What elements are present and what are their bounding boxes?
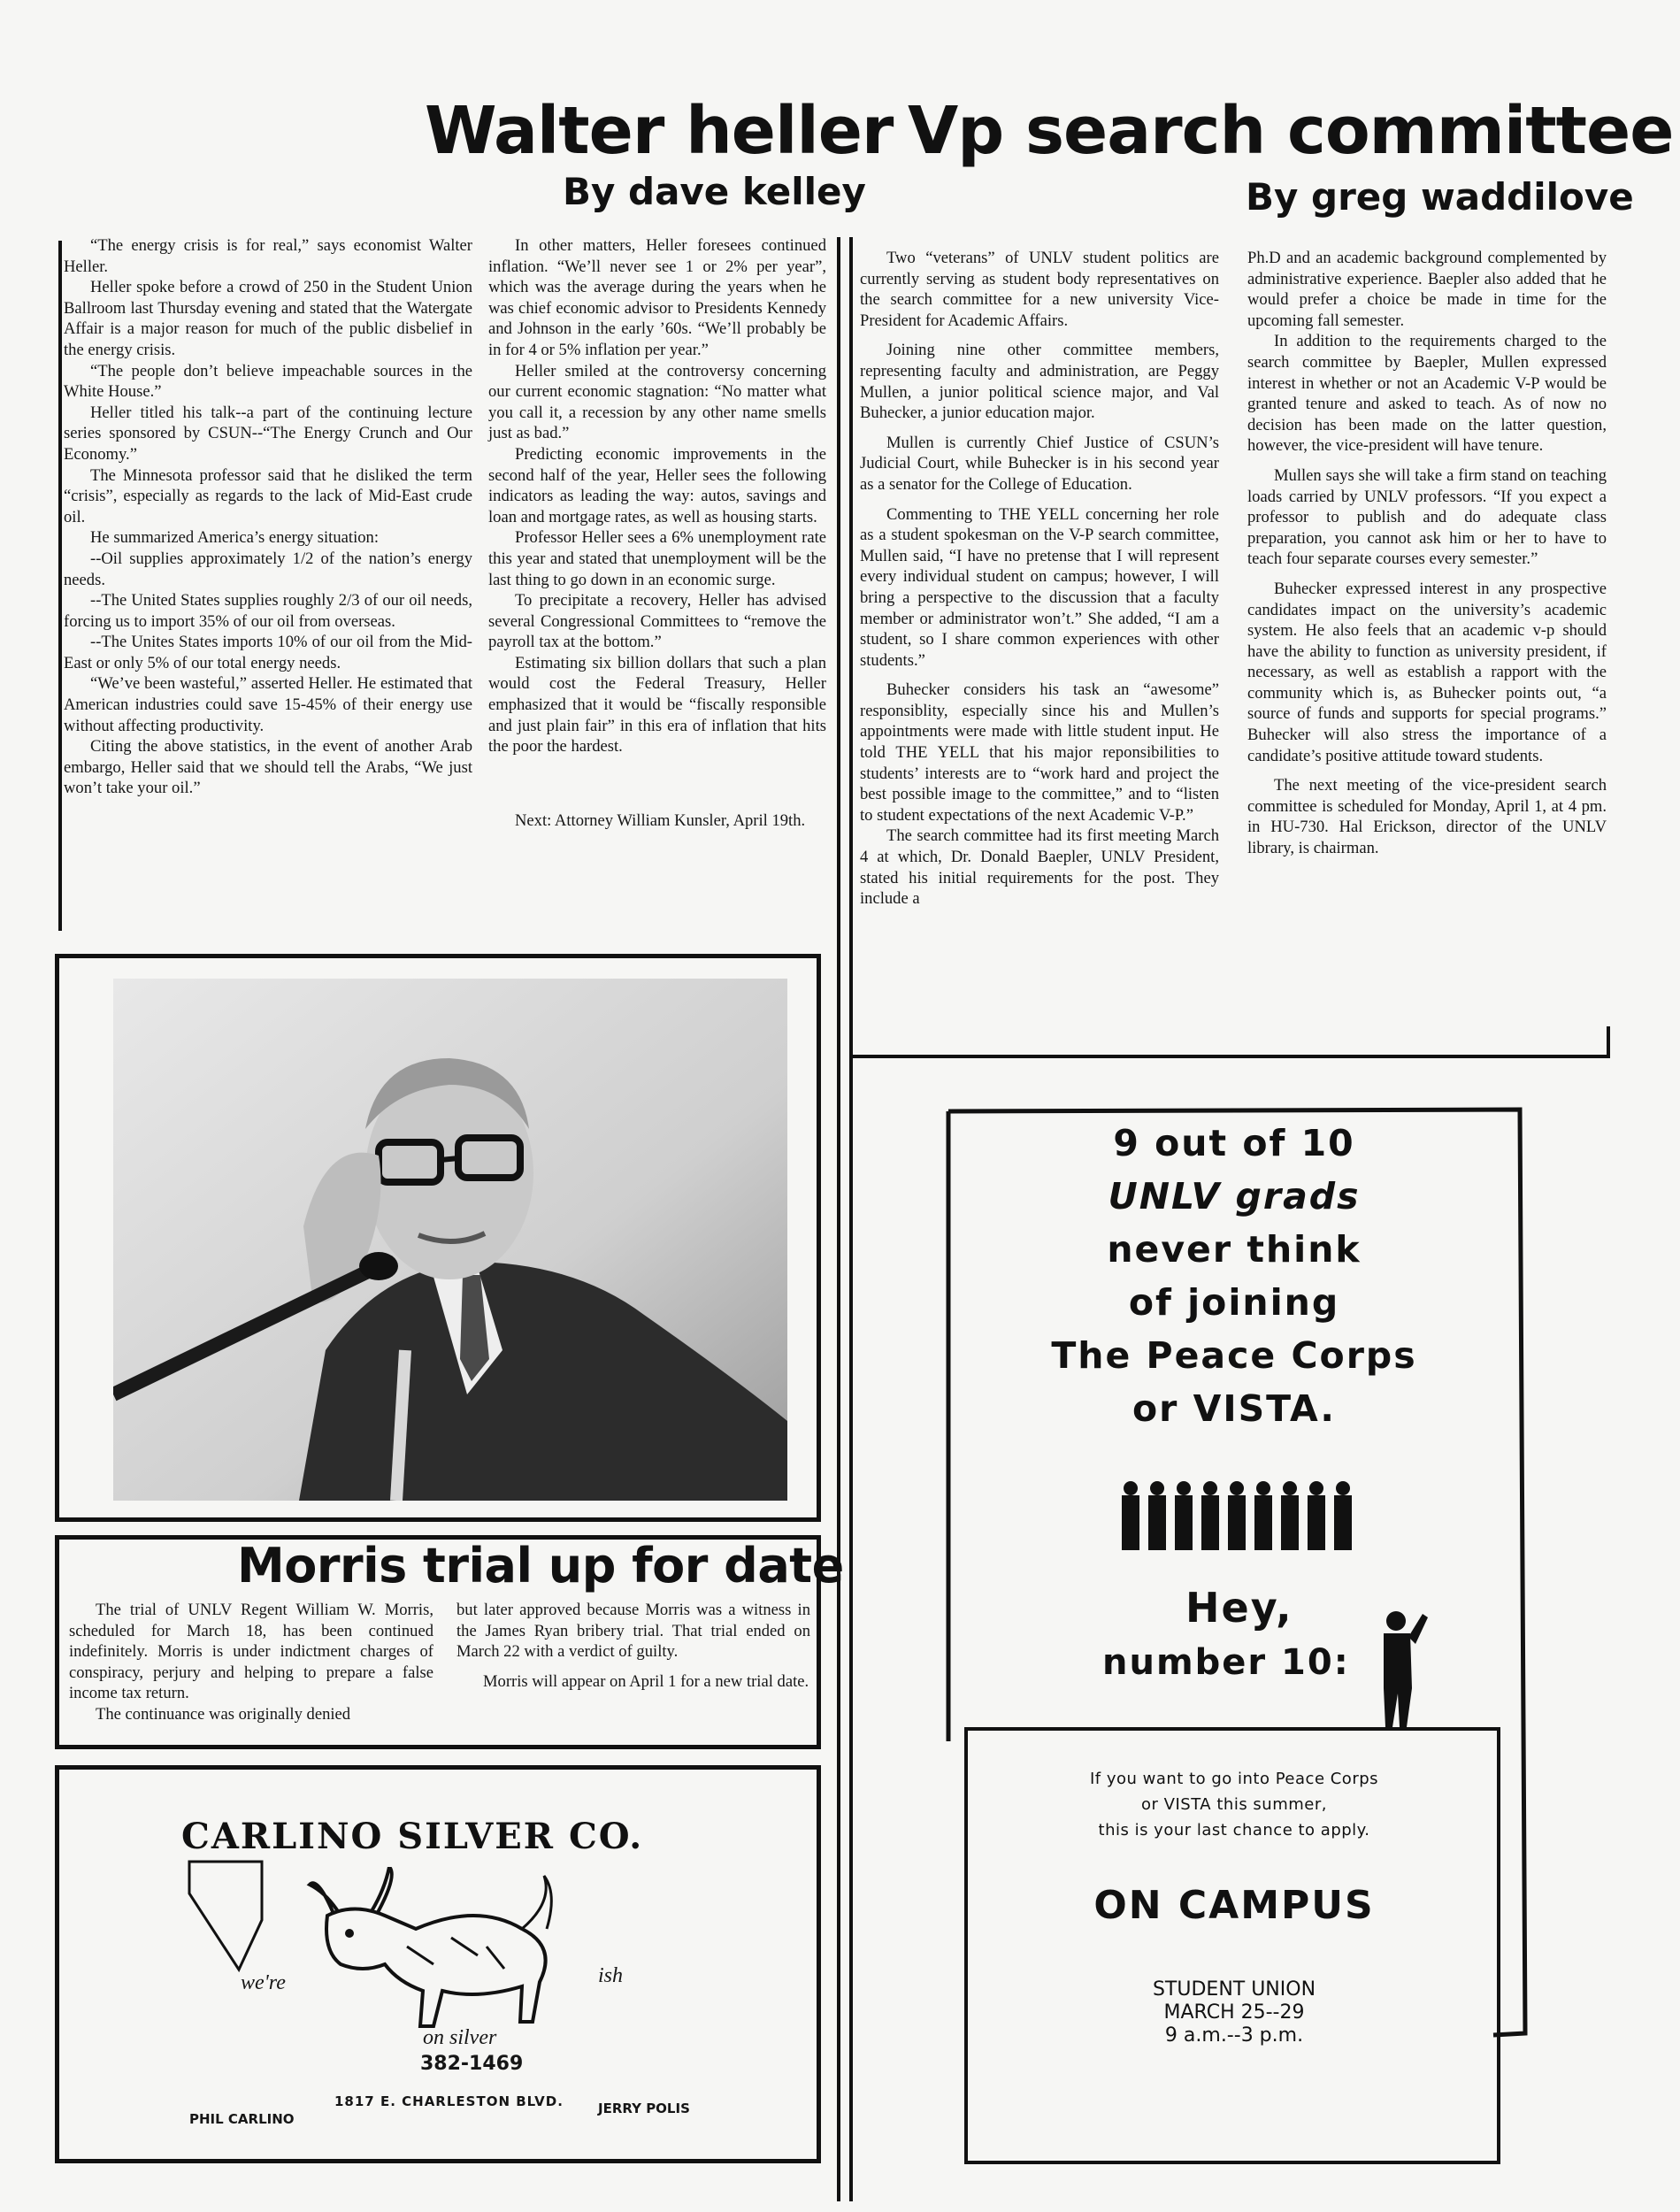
paragraph: The search committee had its first meeting March 4 at which, Dr. Donald Baepler, UNLV President, stated his initial requirements for the post. They include a	[860, 826, 1219, 909]
nevada-outline-icon	[186, 1858, 265, 1973]
apply-line: this is your last chance to apply.	[1098, 1821, 1370, 1839]
paragraph: Estimating six billion dollars that such a plan would cost the Federal Treasury, Heller emphasized that it would be “fiscally responsible and just plain fair” in this era of inflation that hits the poor the hardest.	[488, 653, 826, 757]
paragraph: Joining nine other committee members, representing faculty and administration, are Peggy Mullen, a junior political science major, and Val Buhecker, a junior education major.	[860, 341, 1219, 423]
paragraph: Commenting to THE YELL concerning her role as a student spokesman on the V-P search committee, Mullen said, “I have no pretense that I will represent every individual student on campus; however, I will bring a perspective to the discussion that a faculty member or administrator won’t.” She added, “I am a student, so I share common experiences with other students.”	[860, 504, 1219, 670]
paragraph: Citing the above statistics, in the event of another Arab embargo, Heller said that we should tell the Arabs, “We just won’t take your oil.”	[64, 737, 472, 798]
vp-column-2	[1247, 248, 1607, 859]
paragraph: --The Unites States imports 10% of our oil from the Mid-East or only 5% of our total energy needs.	[64, 633, 472, 672]
paragraph: “We’ve been wasteful,” asserted Heller. He estimated that American industries could save 15-45% of their energy use without affecting productivity.	[64, 674, 472, 735]
paragraph: Mullen says she will take a firm stand on teaching loads carried by UNLV professors. “If you expect a professor to publish and do adequate class preparation, you cannot ask him or her to have to teach four separate courses every semester.”	[1247, 465, 1607, 569]
paragraph: Heller titled his talk--a part of the continuing lecture series sponsored by CSUN--“The Energy Crunch and Our Economy.”	[64, 403, 472, 464]
apply-text	[973, 1766, 1495, 1843]
carlino-on-silver: on silver	[423, 2026, 497, 2049]
paragraph: Morris will appear on April 1 for a new trial date.	[483, 1671, 809, 1691]
headline-line: never think	[1107, 1228, 1362, 1271]
speaker-photo-illustration	[113, 979, 787, 1501]
carlino-phone: 382-1469	[420, 2053, 524, 2075]
paragraph: The Minnesota professor said that he disliked the term “crisis”, especially as regards to the lack of Mid-East crude oil.	[64, 465, 472, 526]
carlino-left-name: PHIL CARLINO	[189, 2111, 295, 2127]
paragraph: Two “veterans” of UNLV student politics are currently serving as student body representatives on the search committee for a new university Vice-President for Academic Affairs.	[860, 249, 1219, 330]
event-details	[973, 1978, 1495, 2047]
morris-column-1	[69, 1600, 433, 1725]
nine-graduates-icon	[1116, 1479, 1357, 1552]
heller-right-rule	[837, 237, 840, 2201]
vp-left-rule	[849, 237, 853, 2201]
headline-line: 9 out of 10	[1113, 1122, 1355, 1164]
apply-line: or VISTA this summer,	[1141, 1795, 1327, 1814]
paragraph: The next meeting of the vice-president search committee is scheduled for Monday, April 1, at 4 pm. in HU-730. Hal Erickson, director of the UNLV library, is chairman.	[1247, 776, 1607, 858]
paragraph: “The people don’t believe impeachable sources in the White House.”	[64, 361, 472, 402]
vp-column-1	[860, 248, 1219, 910]
event-dates: MARCH 25--29	[1163, 2001, 1305, 2024]
heller-headline: Walter heller	[425, 93, 894, 169]
headline-line: The Peace Corps	[1051, 1334, 1417, 1377]
carlino-address: 1817 E. CHARLESTON BLVD.	[334, 2093, 564, 2109]
carlino-name: CARLINO SILVER CO.	[181, 1816, 644, 1857]
paragraph: Heller spoke before a crowd of 250 in the Student Union Ballroom last Thursday evening and stated that the Watergate Affair is a major reason for much of the public disbelief in the energy crisis.	[64, 278, 472, 359]
carlino-ish: ish	[598, 1964, 624, 1987]
paragraph: Mullen is currently Chief Justice of CSUN’s Judicial Court, while Buhecker is in his second year as a senator for the College of Education.	[860, 433, 1219, 494]
paragraph: To precipitate a recovery, Heller has advised several Congressional Committees to “remove the payroll tax at the bottom.”	[488, 591, 826, 652]
paragraph: “The energy crisis is for real,” says economist Walter Heller.	[64, 236, 472, 276]
headline-line: UNLV grads	[1108, 1175, 1361, 1217]
paragraph: The continuance was originally denied	[96, 1704, 351, 1724]
next-lecture-note: Next: Attorney William Kunsler, April 19th.	[515, 810, 806, 830]
headline-line: of joining	[1128, 1281, 1340, 1324]
paragraph: The trial of UNLV Regent William W. Morris, scheduled for March 18, has been continued indefinitely. Morris is under indictment charges of conspiracy, perjury and helping to prepare a false income tax return.	[69, 1601, 433, 1703]
paragraph: In addition to the requirements charged to the search committee by Baepler, Mullen expressed interest in whether or not an Academic V-P would be granted tenure and asked to teach. As of now no decision has been made on the latter question, however, the vice-president will have tenure.	[1247, 332, 1607, 456]
headline-line: or VISTA.	[1132, 1387, 1337, 1430]
heller-column-1	[64, 235, 472, 799]
vp-right-rule	[1607, 1026, 1610, 1058]
paragraph: Ph.D and an academic background complemented by administrative experience. Baepler also added that he would prefer a choice be made in time for the upcoming fall semester.	[1247, 249, 1607, 330]
carlino-were: we're	[241, 1971, 286, 1994]
number-ten-graduate-icon	[1371, 1609, 1433, 1729]
on-campus-text: ON CAMPUS	[1093, 1883, 1375, 1928]
vp-byline: By greg waddilove	[1246, 175, 1634, 219]
paragraph: He summarized America’s energy situation:	[90, 528, 379, 548]
vp-bottom-rule	[849, 1055, 1610, 1058]
carlino-right-name: JERRY POLIS	[598, 2101, 690, 2116]
paragraph: but later approved because Morris was a witness in the James Ryan bribery trial. That trial ended on March 22 with a verdict of guilty.	[456, 1601, 810, 1662]
paragraph: --Oil supplies approximately 1/2 of the nation’s energy needs.	[64, 549, 472, 589]
apply-line: If you want to go into Peace Corps	[1089, 1770, 1379, 1788]
number-ten-text: number 10:	[1102, 1642, 1350, 1683]
paragraph: Heller smiled at the controversy concerning our current economic stagnation: “No matter what you call it, a recession by any other name smells just as bad.”	[488, 361, 826, 443]
heller-column-2	[488, 235, 826, 831]
walter-heller-photo	[113, 979, 787, 1501]
hey-text: Hey,	[1185, 1584, 1293, 1632]
heller-byline: By dave kelley	[563, 170, 866, 213]
paragraph: In other matters, Heller foresees continued inflation. “We’ll never see 1 or 2% per year”, which was the average during the years when he was chief economic advisor to Presidents Kennedy and Johnson in the early ’60s. “We’ll probably be in for 4 or 5% inflation per year.”	[488, 236, 826, 359]
event-venue: STUDENT UNION	[1152, 1978, 1316, 2001]
paragraph: Buhecker expressed interest in any prospective candidates impact on the university’s academic system. He also feels that an academic v-p should have the ability to function as university president, if necessary, as well as establish a rapport with the community which is, as Buhecker points out, “a source of funds and supports for special programs.” Buhecker will also stress the importance of a candidate’s positive attitude toward students.	[1247, 579, 1607, 765]
morris-headline: Morris trial up for date	[237, 1538, 844, 1594]
heller-left-rule	[58, 241, 62, 931]
bull-icon	[301, 1867, 566, 2035]
paragraph: Predicting economic improvements in the second half of the year, Heller sees the following indicators as leading the way: autos, savings and loan and mortgage rates, as well as housing starts.	[488, 444, 826, 526]
peace-corps-headline	[955, 1117, 1513, 1435]
morris-column-2	[456, 1600, 810, 1692]
event-hours: 9 a.m.--3 p.m.	[1164, 2024, 1304, 2047]
vp-headline: Vp search committee	[908, 93, 1674, 169]
paragraph: --The United States supplies roughly 2/3 of our oil needs, forcing us to import 35% of our oil from overseas.	[64, 591, 472, 631]
paragraph: Buhecker considers his task an “awesome” responsiblity, especially since his and Mullen’s appointments were made with little student input. He told THE YELL that his major reponsibilities to students’ interests are to “work hard and project the best possible image to the committee,” and to “listen to student expectations of the next Academic V-P.”	[860, 680, 1219, 825]
paragraph: Professor Heller sees a 6% unemployment rate this year and stated that unemployment will be the last thing to go down in an economic surge.	[488, 528, 826, 589]
